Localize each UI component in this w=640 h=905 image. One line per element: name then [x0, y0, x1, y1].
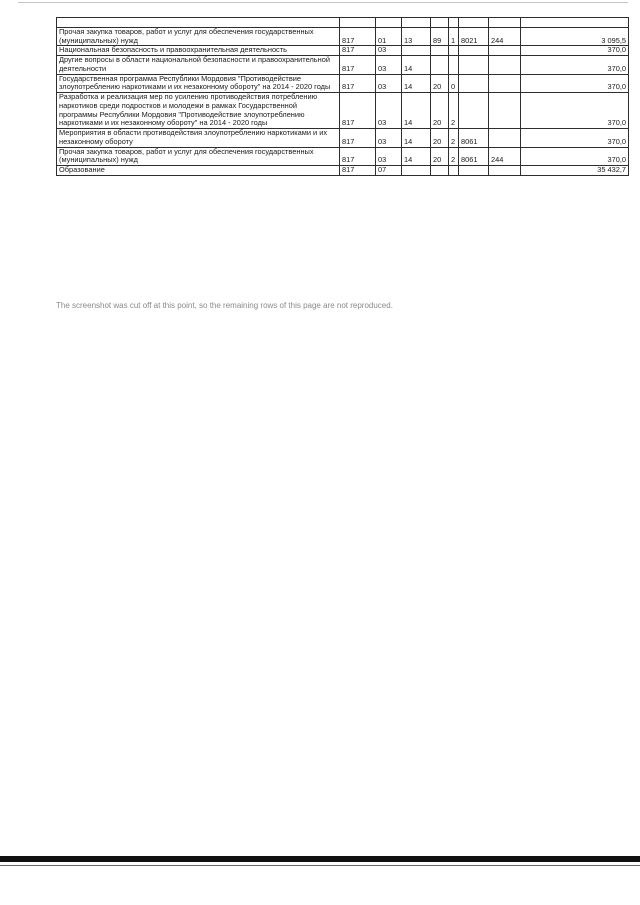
admin-code: 817 — [340, 93, 376, 129]
subsection-code: 13 — [402, 28, 431, 46]
subprogram-code: 2 — [449, 129, 459, 147]
row-sum: 3 095,5 — [521, 28, 629, 46]
expense-type-code — [489, 166, 521, 176]
program-code — [431, 46, 449, 56]
admin-code: 817 — [340, 74, 376, 92]
budget-table — [56, 17, 629, 176]
program-code — [431, 56, 449, 74]
expense-type-code — [489, 129, 521, 147]
column-header-row — [57, 18, 629, 28]
expense-type-code — [489, 93, 521, 129]
admin-code: 817 — [340, 129, 376, 147]
admin-code: 817 — [340, 28, 376, 46]
row-name: Национальная безопасность и правоохранительная деятельность — [57, 46, 340, 56]
budget-rows — [57, 28, 629, 176]
column-header — [521, 18, 629, 28]
column-header — [340, 18, 376, 28]
subsection-code: 14 — [402, 129, 431, 147]
subprogram-code — [449, 46, 459, 56]
truncation-note: The screenshot was cut off at this point, so the remaining rows of this page are not reproduced. — [56, 301, 393, 310]
expense-type-code — [489, 46, 521, 56]
program-code: 89 — [431, 28, 449, 46]
row-name: Образование — [57, 166, 340, 176]
table-row — [57, 129, 629, 147]
section-code: 03 — [376, 74, 402, 92]
row-name: Прочая закупка товаров, работ и услуг для обеспечения государственных (муниципальных) нужд — [57, 28, 340, 46]
expense-type-code: 244 — [489, 28, 521, 46]
row-name: Разработка и реализация мер по усилению противодействия потреблению наркотиков среди подростков и молодежи в рамках Государственной программы Республики Мордовия "Противодействие злоупотреблению наркотиками и их незаконному обороту" на 2014 - 2020 годы — [57, 93, 340, 129]
subsection-code: 14 — [402, 93, 431, 129]
program-code: 20 — [431, 93, 449, 129]
row-sum: 370,0 — [521, 93, 629, 129]
row-name: Мероприятия в области противодействия злоупотреблению наркотиками и их незаконному обороту — [57, 129, 340, 147]
section-code: 07 — [376, 166, 402, 176]
admin-code: 817 — [340, 56, 376, 74]
column-header — [402, 18, 431, 28]
table-row — [57, 46, 629, 56]
row-sum: 370,0 — [521, 46, 629, 56]
row-name: Государственная программа Республики Мордовия "Противодействие злоупотреблению наркотиками и их незаконному обороту" на 2014 - 2020 годы — [57, 74, 340, 92]
subsection-code: 14 — [402, 147, 431, 165]
table-row — [57, 93, 629, 129]
column-header — [489, 18, 521, 28]
direction-code — [459, 93, 489, 129]
expense-type-code — [489, 56, 521, 74]
section-code: 03 — [376, 147, 402, 165]
row-name: Прочая закупка товаров, работ и услуг для обеспечения государственных (муниципальных) нужд — [57, 147, 340, 165]
row-sum: 370,0 — [521, 74, 629, 92]
direction-code — [459, 56, 489, 74]
column-header — [431, 18, 449, 28]
section-code: 03 — [376, 129, 402, 147]
row-sum: 370,0 — [521, 147, 629, 165]
table-row — [57, 28, 629, 46]
admin-code: 817 — [340, 147, 376, 165]
direction-code: 8061 — [459, 129, 489, 147]
section-code: 01 — [376, 28, 402, 46]
row-sum: 35 432,7 — [521, 166, 629, 176]
table-row — [57, 74, 629, 92]
direction-code — [459, 46, 489, 56]
subsection-code: 14 — [402, 74, 431, 92]
row-sum: 370,0 — [521, 56, 629, 74]
subprogram-code: 1 — [449, 28, 459, 46]
admin-code: 817 — [340, 166, 376, 176]
expense-type-code — [489, 74, 521, 92]
table-row — [57, 166, 629, 176]
column-header — [376, 18, 402, 28]
row-name: Другие вопросы в области национальной безопасности и правоохранительной деятельности — [57, 56, 340, 74]
section-code: 03 — [376, 56, 402, 74]
subsection-code — [402, 46, 431, 56]
table-row — [57, 147, 629, 165]
admin-code: 817 — [340, 46, 376, 56]
section-code: 03 — [376, 46, 402, 56]
direction-code — [459, 166, 489, 176]
program-code: 20 — [431, 74, 449, 92]
table-row — [57, 56, 629, 74]
top-rule — [18, 2, 628, 3]
program-code: 20 — [431, 129, 449, 147]
subprogram-code: 2 — [449, 93, 459, 129]
subprogram-code — [449, 56, 459, 74]
program-code — [431, 166, 449, 176]
column-header — [449, 18, 459, 28]
column-header — [57, 18, 340, 28]
bottom-band — [0, 856, 640, 862]
direction-code: 8021 — [459, 28, 489, 46]
subsection-code — [402, 166, 431, 176]
program-code: 20 — [431, 147, 449, 165]
section-code: 03 — [376, 93, 402, 129]
column-header — [459, 18, 489, 28]
expense-type-code: 244 — [489, 147, 521, 165]
subprogram-code: 0 — [449, 74, 459, 92]
subprogram-code: 2 — [449, 147, 459, 165]
bottom-rule — [0, 865, 640, 866]
row-sum: 370,0 — [521, 129, 629, 147]
subprogram-code — [449, 166, 459, 176]
subsection-code: 14 — [402, 56, 431, 74]
direction-code: 8061 — [459, 147, 489, 165]
direction-code — [459, 74, 489, 92]
